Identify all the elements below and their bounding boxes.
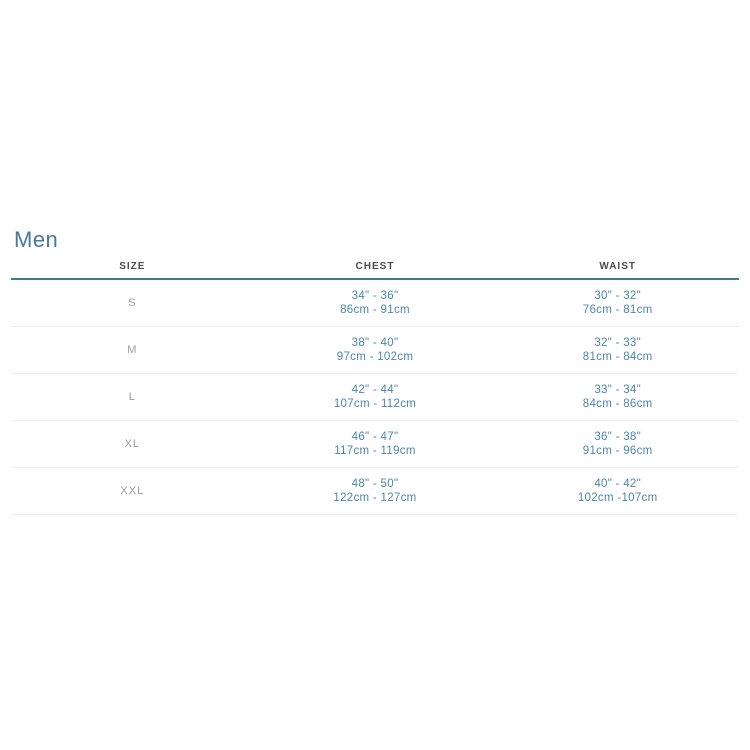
- waist-inches: 33" - 34": [594, 384, 641, 396]
- size-label: M: [127, 344, 138, 356]
- column-header-chest: CHEST: [355, 261, 395, 272]
- waist-inches: 30" - 32": [594, 290, 641, 302]
- table-row: [11, 280, 739, 327]
- size-label: S: [128, 297, 137, 309]
- table-header-row: [11, 262, 739, 280]
- chest-cm: 107cm - 112cm: [333, 398, 417, 410]
- chest-cell: [254, 289, 497, 317]
- waist-cell: [496, 383, 739, 411]
- waist-cell: [496, 336, 739, 364]
- chest-inches: 48" - 50": [351, 478, 399, 490]
- chest-cm: 117cm - 119cm: [334, 445, 416, 457]
- chest-cell: [254, 430, 497, 458]
- chest-cell: [254, 383, 497, 411]
- chest-cell: [254, 336, 497, 364]
- table-row: [11, 421, 739, 468]
- waist-inches: 32" - 33": [594, 337, 641, 349]
- chest-inches: 46" - 47": [351, 431, 399, 443]
- men-size-chart-section: [11, 228, 739, 515]
- chest-cm: 97cm - 102cm: [336, 351, 414, 363]
- column-header-waist: WAIST: [599, 261, 636, 272]
- waist-cell: [496, 289, 739, 317]
- chest-cell: [254, 477, 497, 505]
- chest-inches: 42" - 44": [351, 384, 399, 396]
- table-row: [11, 327, 739, 374]
- waist-cm: 91cm - 96cm: [582, 445, 653, 457]
- chest-inches: 38" - 40": [351, 337, 399, 349]
- chest-cm: 86cm - 91cm: [340, 304, 410, 316]
- size-label: XL: [124, 438, 141, 450]
- waist-cm: 102cm -107cm: [577, 492, 658, 504]
- chest-cm: 122cm - 127cm: [333, 492, 417, 504]
- column-header-size: SIZE: [119, 261, 146, 272]
- waist-cm: 76cm - 81cm: [582, 304, 653, 316]
- waist-inches: 36" - 38": [594, 431, 641, 443]
- table-row: [11, 468, 739, 515]
- waist-cell: [496, 430, 739, 458]
- table-row: [11, 374, 739, 421]
- section-title: Men: [14, 227, 59, 252]
- waist-cm: 81cm - 84cm: [582, 351, 653, 363]
- chest-inches: 34" - 36": [351, 290, 399, 302]
- waist-cm: 84cm - 86cm: [582, 398, 653, 410]
- size-table: [11, 262, 739, 515]
- waist-cell: [496, 477, 739, 505]
- size-label: XXL: [120, 485, 145, 497]
- waist-inches: 40" - 42": [594, 478, 641, 490]
- size-label: L: [128, 391, 136, 403]
